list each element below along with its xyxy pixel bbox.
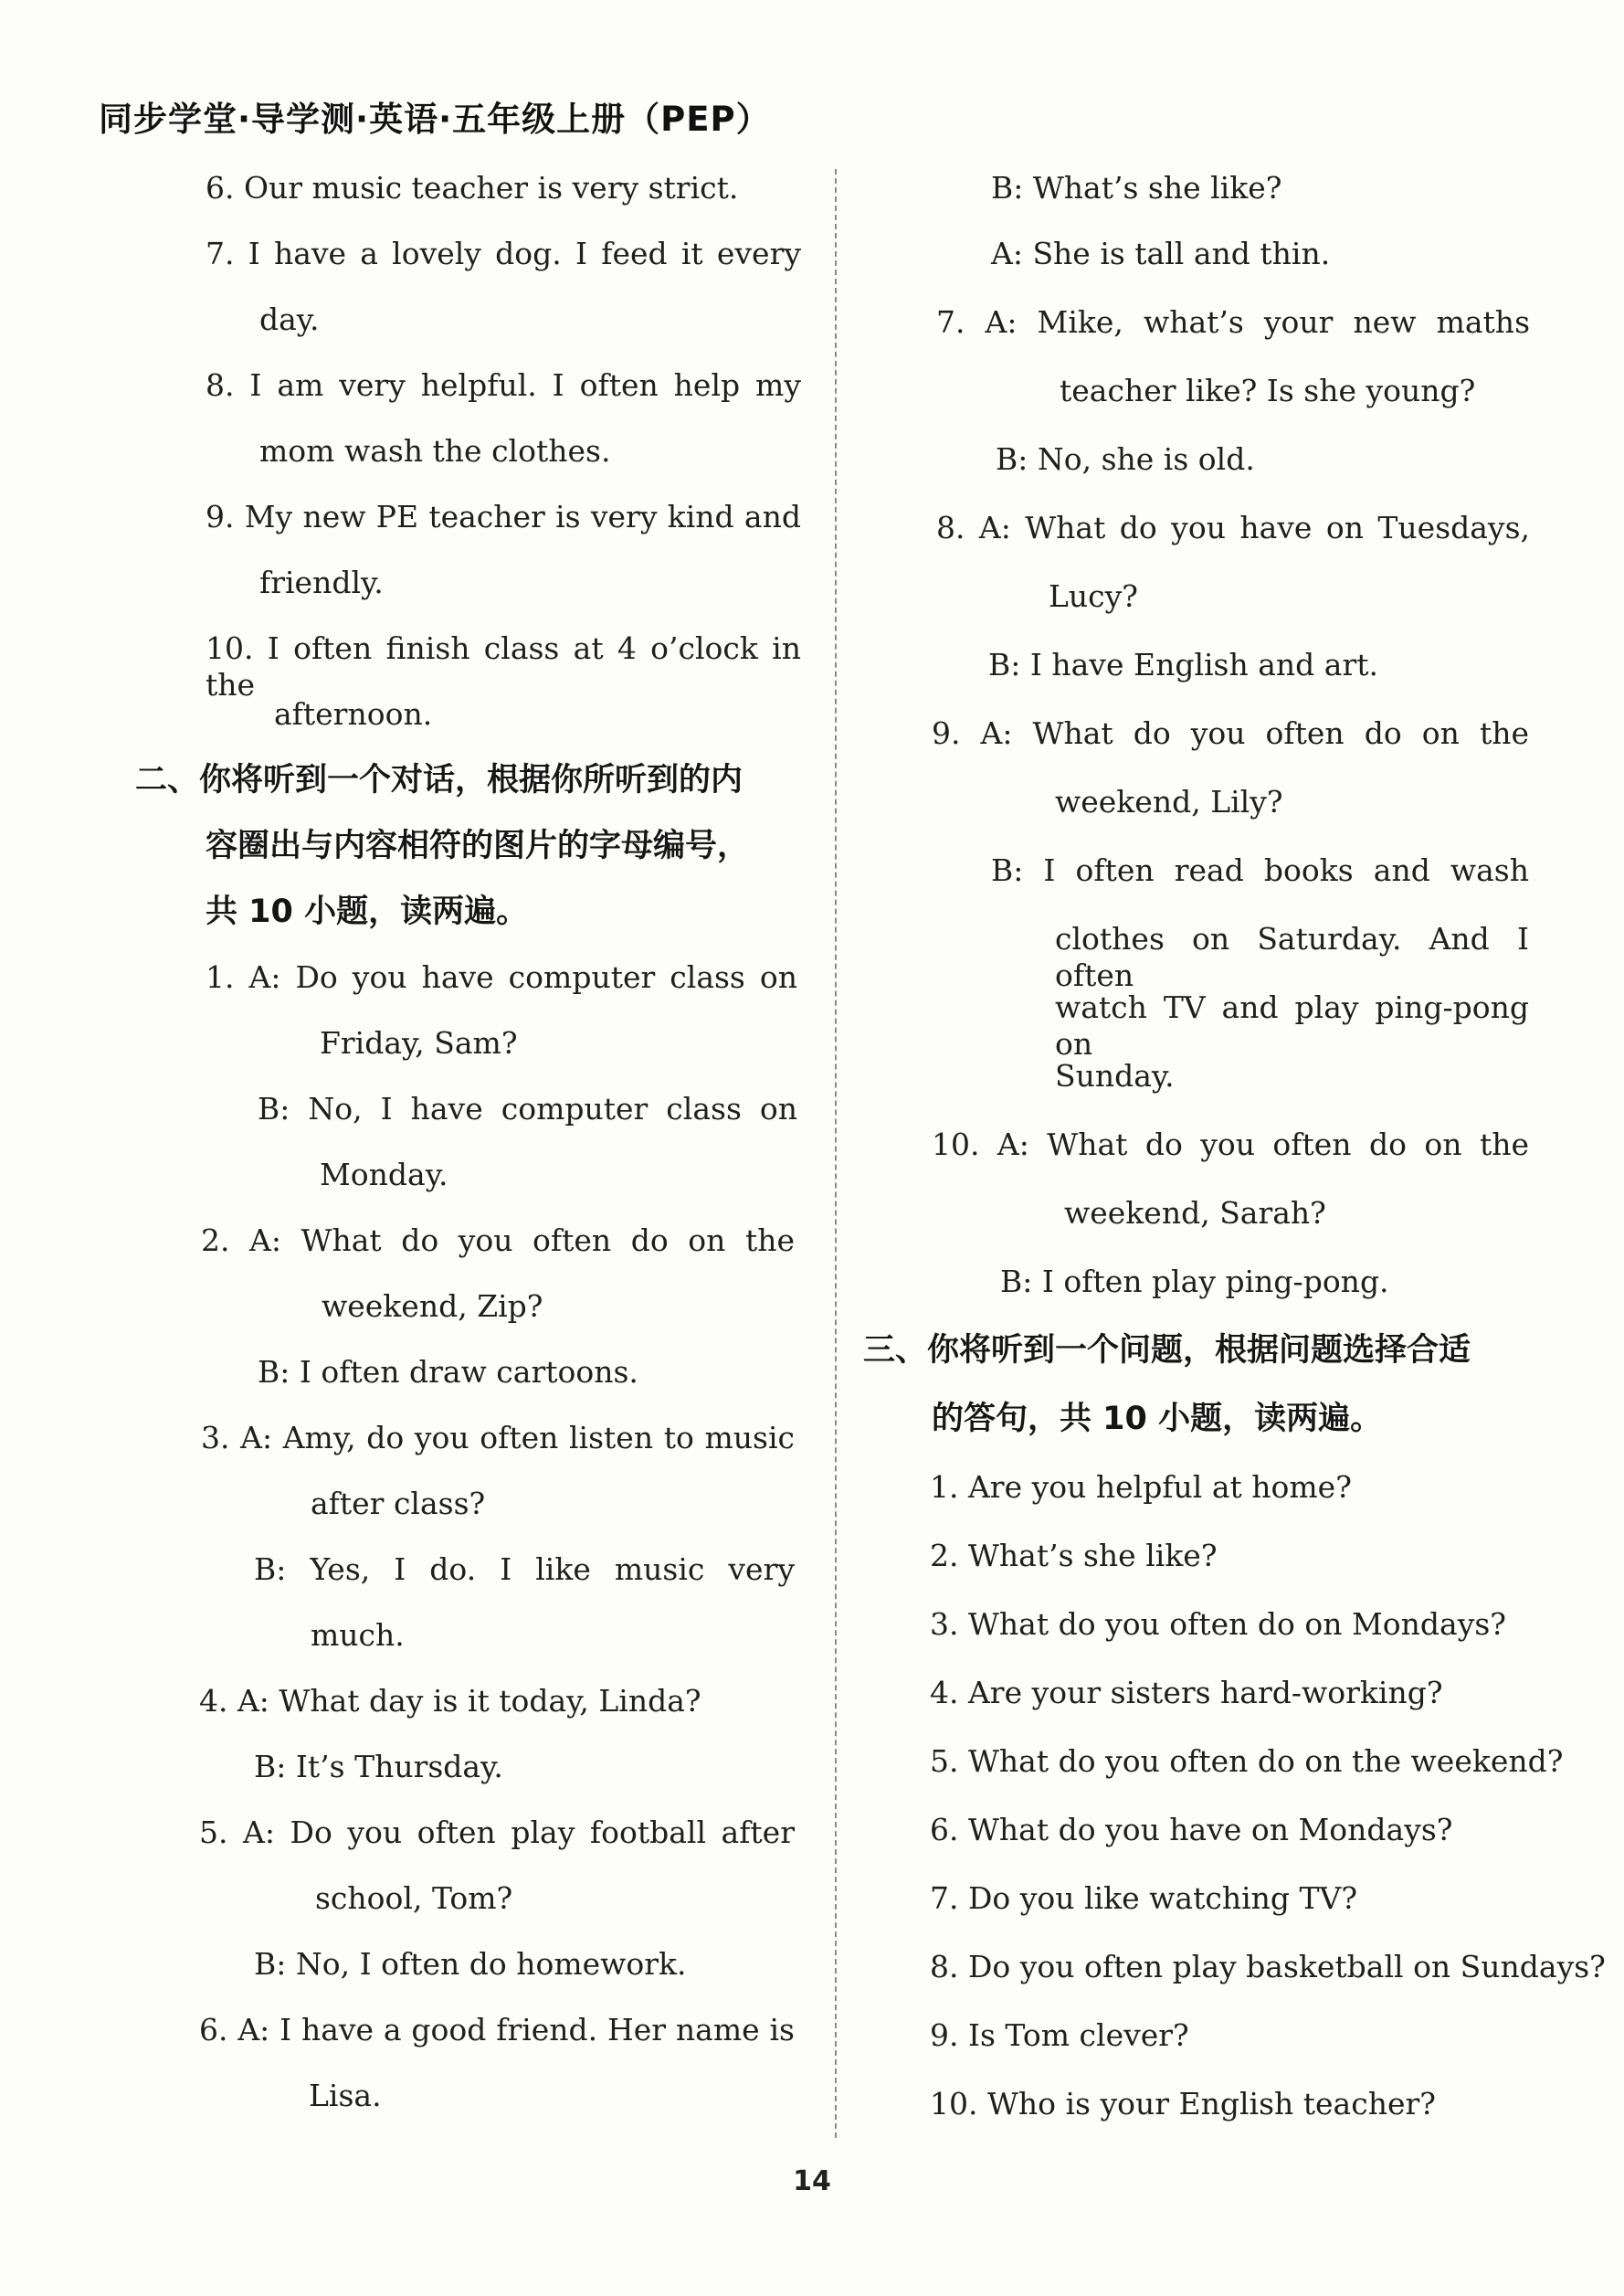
dialogue-line: 7. A: Mike, what’s your new maths bbox=[936, 304, 1530, 340]
dialogue-line: 8. A: What do you have on Tuesdays, bbox=[936, 510, 1530, 545]
dialogue-line: Lisa. bbox=[309, 2078, 382, 2113]
section-heading: 二、你将听到一个对话，根据你所听到的内 bbox=[135, 762, 743, 799]
dialogue-line: B: No, I have computer class on bbox=[258, 1091, 797, 1127]
dialogue-line: watch TV and play ping-pong on bbox=[1055, 989, 1529, 1062]
dialogue-line: 3. A: Amy, do you often listen to music bbox=[201, 1420, 795, 1455]
dialogue-line: weekend, Zip? bbox=[322, 1288, 543, 1324]
dialogue-line: B: Yes, I do. I like music very bbox=[254, 1551, 795, 1587]
page-number: 14 bbox=[793, 2165, 831, 2197]
section-heading: 共 10 小题，读两遍。 bbox=[206, 894, 529, 930]
answer-line: afternoon. bbox=[274, 696, 433, 732]
dialogue-line: teacher like? Is she young? bbox=[1060, 373, 1476, 408]
dialogue-line: Friday, Sam? bbox=[320, 1025, 518, 1061]
dialogue-line: 9. A: What do you often do on the bbox=[932, 715, 1529, 751]
dialogue-line: clothes on Saturday. And I often bbox=[1055, 921, 1529, 993]
answer-line: friendly. bbox=[259, 565, 384, 600]
question-line: 9. Is Tom clever? bbox=[930, 2017, 1189, 2053]
dialogue-line: Monday. bbox=[320, 1157, 448, 1192]
answer-line: day. bbox=[259, 302, 320, 337]
dialogue-line: 4. A: What day is it today, Linda? bbox=[199, 1683, 701, 1719]
dialogue-line: 5. A: Do you often play football after bbox=[199, 1815, 795, 1850]
dialogue-line: B: I often read books and wash bbox=[991, 852, 1529, 888]
question-line: 7. Do you like watching TV? bbox=[930, 1880, 1358, 1916]
answer-line: 9. My new PE teacher is very kind and bbox=[206, 499, 801, 534]
dialogue-line: 10. A: What do you often do on the bbox=[932, 1127, 1529, 1162]
dialogue-line: weekend, Lily? bbox=[1055, 784, 1283, 820]
column-divider bbox=[835, 169, 837, 2138]
dialogue-line: much. bbox=[311, 1617, 405, 1653]
question-line: 1. Are you helpful at home? bbox=[930, 1469, 1352, 1505]
section-heading: 三、你将听到一个问题，根据问题选择合适 bbox=[863, 1332, 1471, 1369]
dialogue-line: Lucy? bbox=[1049, 578, 1138, 614]
dialogue-line: 6. A: I have a good friend. Her name is bbox=[199, 2012, 795, 2047]
section-heading: 的答句，共 10 小题，读两遍。 bbox=[932, 1401, 1383, 1437]
question-line: 5. What do you often do on the weekend? bbox=[930, 1743, 1564, 1779]
dialogue-line: Sunday. bbox=[1055, 1058, 1175, 1094]
section-heading: 容圈出与内容相符的图片的字母编号， bbox=[206, 828, 750, 864]
dialogue-line: B: It’s Thursday. bbox=[254, 1749, 503, 1784]
dialogue-line: B: No, she is old. bbox=[996, 441, 1255, 477]
question-line: 6. What do you have on Mondays? bbox=[930, 1812, 1453, 1847]
dialogue-line: A: She is tall and thin. bbox=[991, 236, 1331, 271]
answer-line: 7. I have a lovely dog. I feed it every bbox=[206, 236, 801, 271]
question-line: 2. What’s she like? bbox=[930, 1538, 1218, 1573]
dialogue-line: weekend, Sarah? bbox=[1064, 1195, 1326, 1231]
answer-line: 8. I am very helpful. I often help my bbox=[206, 367, 801, 403]
question-line: 8. Do you often play basketball on Sundays? bbox=[930, 1949, 1606, 1984]
page-header-title: 同步学堂·导学测·英语·五年级上册（PEP） bbox=[99, 100, 771, 139]
answer-line: 6. Our music teacher is very strict. bbox=[206, 170, 739, 206]
dialogue-line: 2. A: What do you often do on the bbox=[201, 1222, 795, 1258]
question-line: 4. Are your sisters hard-working? bbox=[930, 1675, 1443, 1710]
dialogue-line: B: I have English and art. bbox=[988, 647, 1378, 682]
question-line: 10. Who is your English teacher? bbox=[930, 2086, 1436, 2121]
dialogue-line: 1. A: Do you have computer class on bbox=[206, 959, 797, 995]
dialogue-line: B: What’s she like? bbox=[991, 170, 1282, 206]
dialogue-line: B: No, I often do homework. bbox=[254, 1946, 687, 1982]
question-line: 3. What do you often do on Mondays? bbox=[930, 1606, 1506, 1642]
dialogue-line: after class? bbox=[311, 1486, 486, 1521]
dialogue-line: school, Tom? bbox=[315, 1880, 513, 1916]
answer-line: mom wash the clothes. bbox=[259, 433, 611, 469]
answer-line: 10. I often finish class at 4 o’clock in the bbox=[206, 630, 801, 703]
dialogue-line: B: I often play ping-pong. bbox=[1000, 1264, 1389, 1299]
dialogue-line: B: I often draw cartoons. bbox=[258, 1354, 638, 1390]
